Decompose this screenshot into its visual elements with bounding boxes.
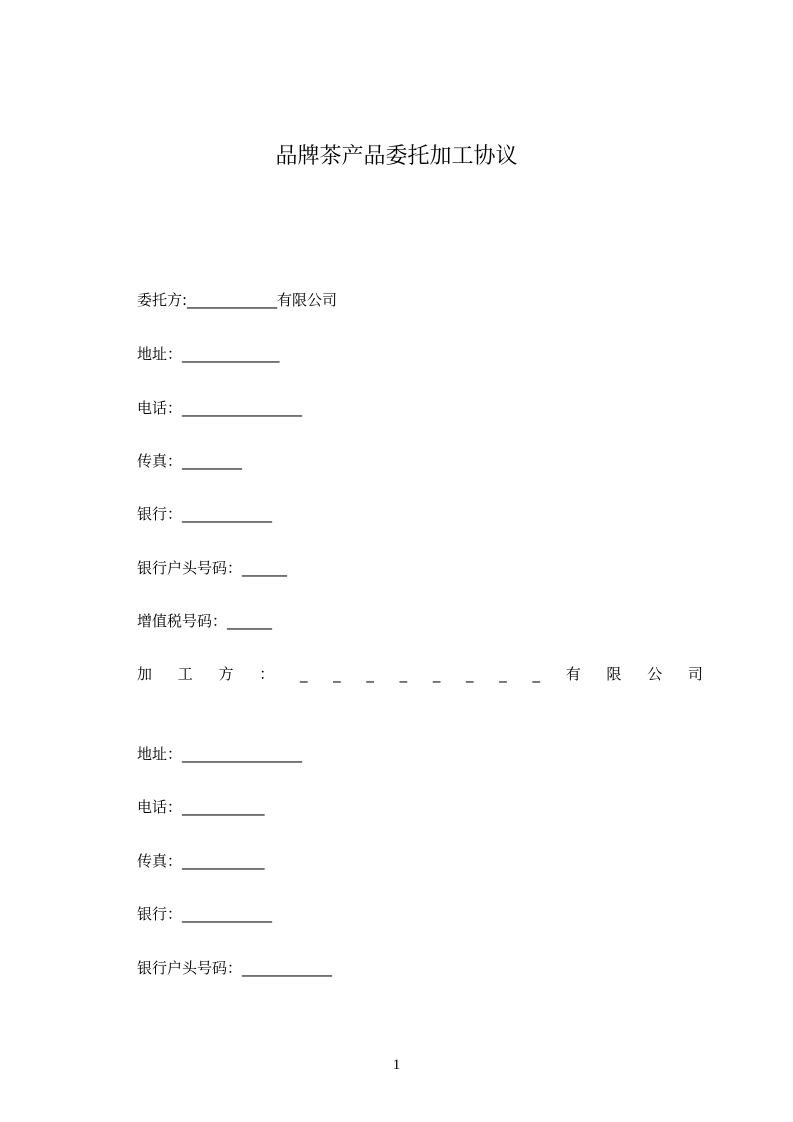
processor-company-char: _ [532,665,540,683]
processor-company-char: 加 [137,665,153,683]
processor-company-char: _ [466,665,474,683]
processor-bank-account-line: 银行户头号码：____________ [137,959,333,977]
processor-company-line [137,664,703,684]
processor-bank-line: 银行：____________ [137,905,273,923]
client-tax-number-line: 增值税号码：______ [137,612,273,630]
processor-company-char: 方 [218,665,234,683]
client-address-line: 地址：_____________ [137,345,280,363]
page-number: 1 [392,1057,401,1073]
client-fax-line: 传真：________ [137,452,243,470]
processor-company-char: _ [299,665,308,683]
processor-company-char: _ [333,665,341,683]
processor-company-char: ： [259,665,275,683]
processor-company-char: _ [432,665,441,683]
client-company-line: 委托方:____________有限公司 [137,291,338,309]
processor-company-char: 公 [647,665,663,683]
processor-company-char: 限 [606,665,622,683]
processor-fax-line: 传真：___________ [137,852,265,870]
processor-company-char: 工 [177,665,193,683]
processor-company-char: 司 [687,665,703,683]
processor-company-char: 有 [565,665,581,683]
processor-company-char: _ [499,665,507,683]
client-bank-account-line: 银行户头号码：______ [137,559,288,577]
processor-address-line: 地址：________________ [137,745,303,763]
processor-phone-line: 电话：___________ [137,798,265,816]
processor-company-char: _ [399,665,408,683]
processor-company-char: _ [366,665,374,683]
client-phone-line: 电话：________________ [137,399,303,417]
document-title: 品牌茶产品委托加工协议 [275,144,518,169]
client-bank-line: 银行：____________ [137,505,273,523]
